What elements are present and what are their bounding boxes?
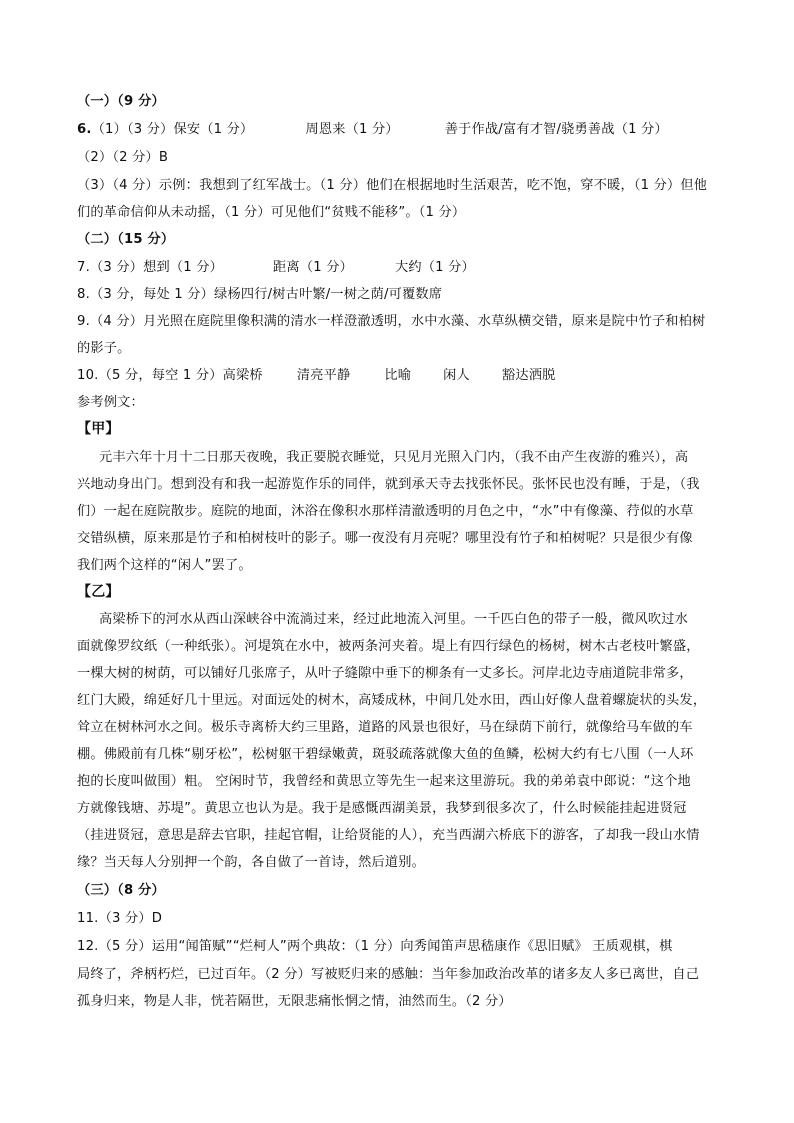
q6-part3-line2: 们的革命信仰从未动摇，（1 分）可见他们“贫贱不能移”。（1 分） [77, 205, 466, 220]
q6-answer-c: 善于作战/富有才智/骁勇善战（1 分） [444, 122, 668, 137]
section-two-heading: （二）（15 分） [77, 232, 175, 247]
q10-answer-e: 豁达洒脱 [501, 368, 556, 383]
q10-answer-d: 闲人 [443, 368, 470, 383]
jia-line: 交错纵横，原来那是竹子和柏树枝叶的影子。哪一夜没有月亮呢？哪里没有竹子和柏树呢？只是很少有像 [77, 531, 693, 546]
q7-answer-b: 距离（1 分） [273, 260, 353, 275]
q7-answer-a: 7.（3 分）想到（1 分） [77, 260, 224, 275]
yi-line: 方就像钱塘、苏堤”。黄思立也认为是。我于是感慨西湖美景，我梦到很多次了，什么时候能挂起进贤冠 [77, 801, 687, 816]
q9-answer-line2: 的影子。 [77, 341, 131, 356]
jia-line: 们）一起在庭院散步。庭院的地面，沐浴在像积水那样清澈透明的月色之中，“水”中有像藻、荇似的水草 [77, 504, 694, 519]
q7-answer-c: 大约（1 分） [394, 260, 475, 275]
yi-line: 红门大殿，绵延好几十里远。对面远处的树木，高矮成林，中间几处水田，西山好像人盘着螺旋状的头发， [77, 693, 707, 708]
jia-line: 兴地动身出门。想到没有和我一起游览作乐的同伴，就到承天寺去找张怀民。张怀民也没有睡，于是，（我 [77, 477, 700, 492]
q9-answer-line1: 9.（4 分）月光照在庭院里像积满的清水一样澄澈透明，水中水藻、水草纵横交错，原来是院中竹子和柏树 [77, 314, 706, 329]
yi-line: 高梁桥下的河水从西山深峡谷中流淌过来，经过此地流入河里。一千匹白色的带子一般，微风吹过水 [99, 612, 689, 627]
q7-answer [77, 259, 475, 277]
section-one-heading: （一）（9 分） [77, 94, 165, 109]
yi-label: 【乙】 [77, 584, 120, 600]
jia-label: 【甲】 [77, 421, 120, 437]
reference-label: 参考例文： [77, 395, 144, 410]
q8-answer: 8.（3 分，每处 1 分）绿杨四行/树古叶繁/一树之荫/可覆数席 [77, 287, 443, 302]
q12-answer-line: 12.（5 分）运用“闻笛赋”“烂柯人”两个典故：（1 分）向秀闻笛声思嵇康作《思旧赋》 王质观棋，棋 [77, 939, 673, 954]
section-three-heading: （三）（8 分） [77, 883, 165, 898]
yi-line: 棚。佛殿前有几株“剔牙松”，松树躯干碧绿嫩黄，斑驳疏落就像大鱼的鱼鳞，松树大约有七八围（一人环 [77, 747, 694, 762]
yi-line: （挂进贤冠，意思是辞去官职，挂起官帽，让给贤能的人），充当西湖六桥底下的游客，了却我一段山水情 [77, 828, 700, 843]
q12-answer-line: 孤身归来，物是人非，恍若隔世，无限悲痛怅惘之情，油然而生。（2 分） [77, 994, 512, 1009]
q10-answer-c: 比喻 [384, 368, 412, 383]
q6-answer-a: （1）（3 分）保安（1 分） [91, 122, 254, 137]
q11-answer: 11.（3 分）D [77, 911, 163, 926]
q10-answer-b: 清亮平静 [296, 368, 351, 383]
q6-part1 [77, 121, 668, 139]
yi-line: 面就像罗纹纸（一种纸张）。河堤筑在水中，被两条河夹着。堤上有四行绿色的杨树，树木古老枝叶繁盛， [77, 639, 700, 654]
q10-answer-a: 10.（5 分，每空 1 分）高梁桥 [77, 368, 263, 383]
jia-line: 我们两个这样的“闲人”罢了。 [77, 558, 252, 573]
yi-line: 抱的长度叫做围）粗。 空闲时节，我曾经和黄思立等先生一起来这里游玩。我的弟弟袁中郎说：“这个地 [77, 774, 691, 789]
q6-part3-line1: （3）（4 分）示例：我想到了红军战士。（1 分）他们在根据地时生活艰苦，吃不饱，穿不暖，（1 分）但他 [77, 178, 708, 193]
yi-line: 一棵大树的树荫，可以铺好几张席子，从叶子缝隙中垂下的柳条有一丈多长。河岸北边寺庙道院非常多， [77, 666, 693, 681]
q6-number: 6. [77, 122, 92, 137]
jia-line: 元丰六年十月十二日那天夜晚，我正要脱衣睡觉，只见月光照入门内，（我不由产生夜游的雅兴），高 [99, 450, 689, 465]
q6-answer-b: 周恩来（1 分） [305, 122, 399, 137]
q6-part2: （2）（2 分）B [77, 150, 169, 165]
q12-answer-line: 局终了，斧柄朽烂，已过百年。（2 分）写被贬归来的感触：当年参加政治改革的诸多友人多已离世，自己 [77, 967, 700, 982]
q10-answer [77, 367, 556, 385]
yi-line: 缘？当天每人分别押一个韵，各自做了一首诗，然后道别。 [77, 855, 426, 870]
yi-line: 耸立在树林河水之间。极乐寺离桥大约三里路，道路的风景也很好，马在绿荫下前行，就像给马车做的车 [77, 720, 693, 735]
